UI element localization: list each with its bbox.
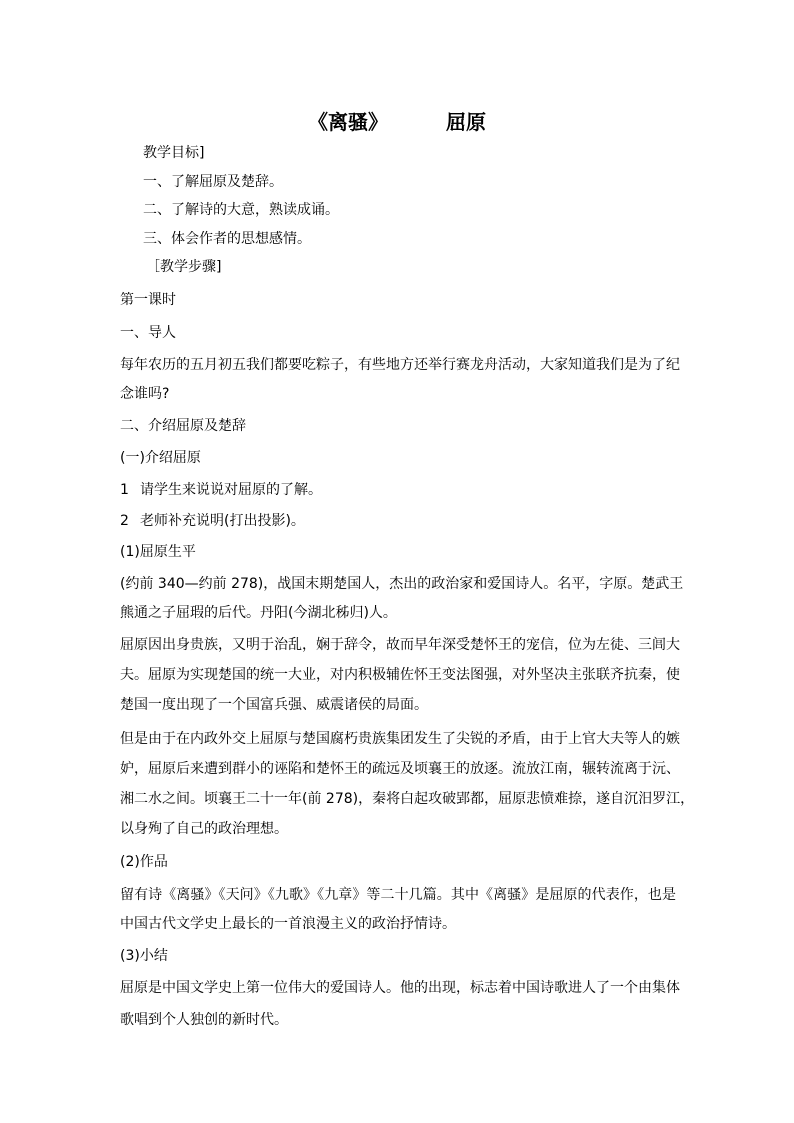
goal-item: 三、体会作者的思想感情。 <box>143 231 311 247</box>
item-number: 2 <box>120 513 129 529</box>
paragraph-line: 歌唱到个人独创的新时代。 <box>120 1012 288 1028</box>
paragraph-line: 妒，屈原后来遭到群小的诬陷和楚怀王的疏远及顷襄王的放逐。流放江南，辗转流离于沅、 <box>120 761 680 777</box>
lesson-heading: 第一课时 <box>120 292 176 308</box>
title-author: 屈原 <box>446 110 486 134</box>
paragraph-line: 以身殉了自己的政治理想。 <box>120 821 288 837</box>
paragraph-line: 熊通之子屈瑕的后代。丹阳(今湖北秭归)人。 <box>120 605 397 621</box>
paragraph-line: 楚国一度出现了一个国富兵强、威震诸侯的局面。 <box>120 697 428 713</box>
numbered-item <box>120 480 676 500</box>
section-heading: 二、介绍屈原及楚辞 <box>120 418 246 434</box>
paragraph-line: 中国古代文学史上最长的一首浪漫主义的政治抒情诗。 <box>120 916 456 932</box>
goal-item: 一、了解屈原及楚辞。 <box>143 174 283 190</box>
paragraph-line: 屈原因出身贵族，又明于治乱，娴于辞令，故而早年深受楚怀王的宠信，位为左徒、三闾大 <box>120 637 680 653</box>
item-number: 1 <box>120 482 129 498</box>
goal-item: 二、了解诗的大意，熟读成诵。 <box>143 202 339 218</box>
subsection-heading: (2)作品 <box>120 854 168 870</box>
paragraph-line: 夫。屈原为实现楚国的统一大业，对内积极辅佐怀王变法图强，对外坚决主张联齐抗秦，使 <box>120 667 680 683</box>
teaching-steps-heading: ［教学步骤] <box>146 259 222 275</box>
numbered-item <box>120 511 676 531</box>
section-heading: 一、导人 <box>120 325 176 341</box>
item-text: 请学生来说说对屈原的了解。 <box>140 482 322 498</box>
paragraph-line: 但是由于在内政外交上屈原与楚国腐朽贵族集团发生了尖锐的矛盾，由于上官大夫等人的嫉 <box>120 731 680 747</box>
subsection-heading: (1)屈原生平 <box>120 544 196 560</box>
paragraph-line: 湘二水之间。顷襄王二十一年(前 278)，秦将白起攻破郢都，屈原悲愤难捺，遂自沉汨罗江， <box>120 791 695 807</box>
paragraph-line: 每年农历的五月初五我们都要吃粽子，有些地方还举行赛龙舟活动，大家知道我们是为了纪 <box>120 357 680 373</box>
paragraph-line: 屈原是中国文学史上第一位伟大的爱国诗人。他的出现，标志着中国诗歌进人了一个由集体 <box>120 980 680 996</box>
subsection-heading: (3)小结 <box>120 948 168 964</box>
paragraph-line: (约前 340—约前 278)，战国末期楚国人，杰出的政治家和爱国诗人。名平，字原。楚武王 <box>120 576 684 592</box>
subsection-heading: (一)介绍屈原 <box>120 450 201 466</box>
document-title <box>0 108 794 136</box>
paragraph-line: 留有诗《离骚》《天问》《九歌》《九章》等二十几篇。其中《离骚》是屈原的代表作，也是 <box>120 887 676 903</box>
paragraph-line: 念谁吗? <box>120 386 170 402</box>
teaching-goals-heading: 教学目标] <box>143 145 205 161</box>
title-work: 《离骚》 <box>308 110 388 134</box>
item-text: 老师补充说明(打出投影)。 <box>140 513 305 529</box>
